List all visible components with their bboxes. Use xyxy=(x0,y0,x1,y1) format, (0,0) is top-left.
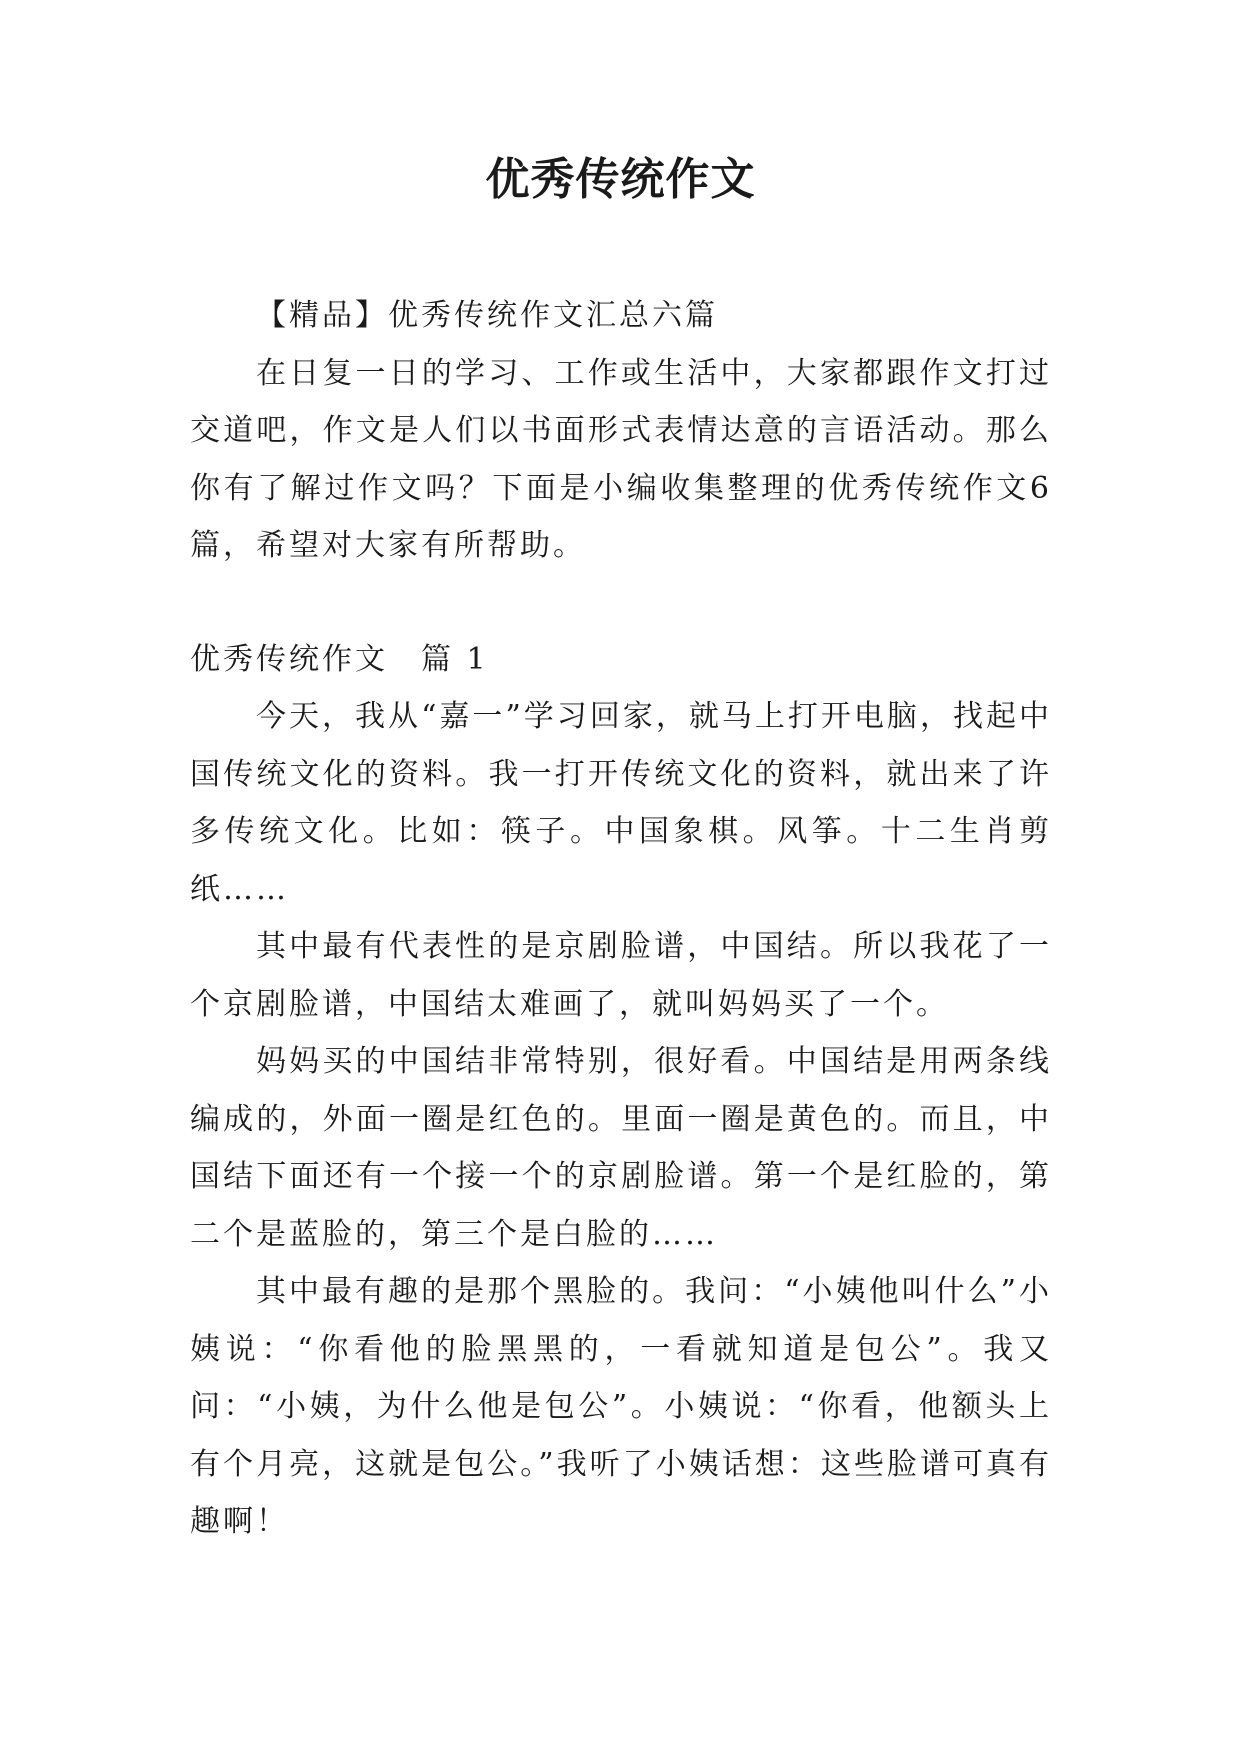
document-body xyxy=(190,287,1052,1551)
document-title: 优秀传统作文 xyxy=(485,154,756,205)
section-heading: 优秀传统作文 篇 1 xyxy=(190,641,489,677)
essay-paragraph-2: 其中最有代表性的是京剧脸谱，中国结。所以我花了一个京剧脸谱，中国结太难画了，就叫妈妈买了一个。 xyxy=(190,929,1052,1022)
intro-paragraph: 在日复一日的学习、工作或生活中，大家都跟作文打过交道吧，作文是人们以书面形式表情达意的言语活动。那么你有了解过作文吗？下面是小编收集整理的优秀传统作文6篇，希望对大家有所帮助。 xyxy=(190,355,1052,563)
document-subtitle: 【精品】优秀传统作文汇总六篇 xyxy=(256,298,718,333)
essay-paragraph-3: 妈妈买的中国结非常特别，很好看。中国结是用两条线编成的，外面一圈是红色的。里面一圈是黄色的。而且，中国结下面还有一个接一个的京剧脸谱。第一个是红脸的，第二个是蓝脸的，第三个是白脸的…… xyxy=(190,1044,1052,1252)
essay-paragraph-4: 其中最有趣的是那个黑脸的。我问：“小姨他叫什么”小姨说：“你看他的脸黑黑的，一看就知道是包公”。我又问：“小姨，为什么他是包公”。小姨说：“你看，他额头上有个月亮，这就是包公。”我听了小姨话想：这些脸谱可真有趣啊！ xyxy=(190,1274,1052,1539)
essay-paragraph-1: 今天，我从“嘉一”学习回家，就马上打开电脑，找起中国传统文化的资料。我一打开传统文化的资料，就出来了许多传统文化。比如：筷子。中国象棋。风筝。十二生肖剪纸…… xyxy=(190,699,1052,907)
section-spacer xyxy=(190,575,1052,631)
